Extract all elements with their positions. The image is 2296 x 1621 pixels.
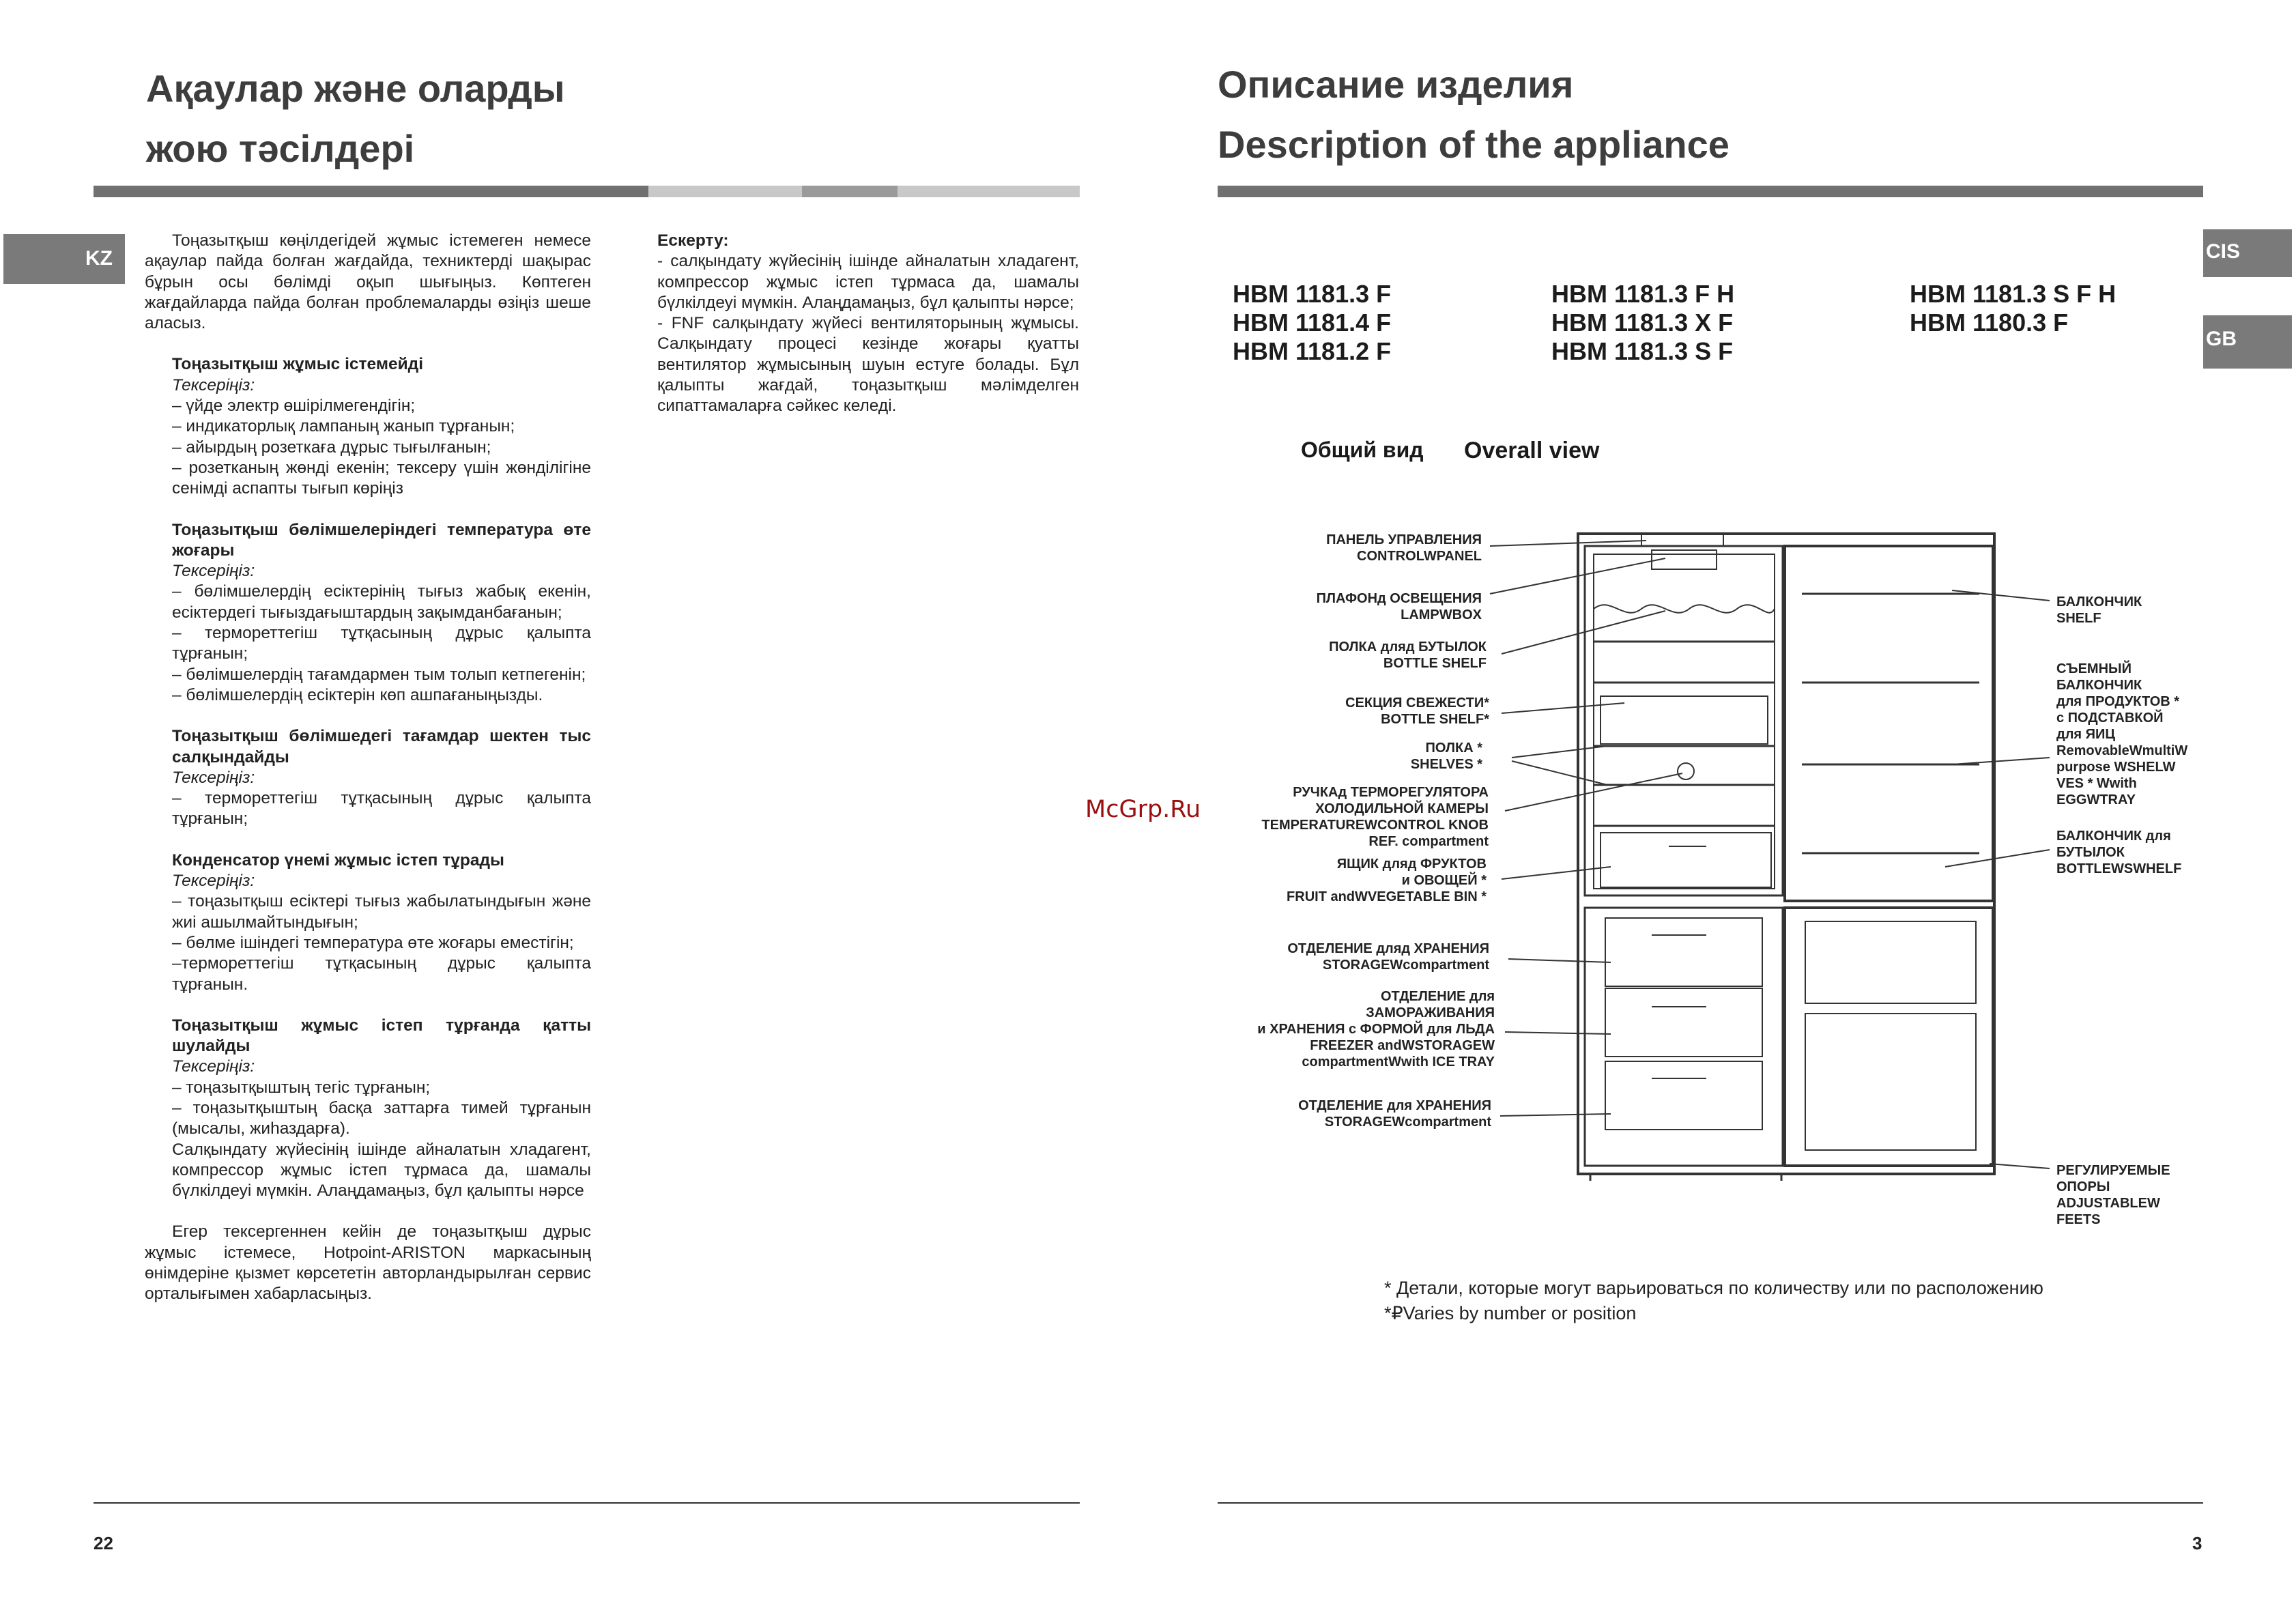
troubleshooting-section <box>145 726 591 829</box>
section-spacer <box>145 1201 591 1222</box>
troubleshooting-sections <box>145 354 591 1222</box>
section-check-item: – тоңазытқыштың басқа заттарға тимей тұрғанын (мысалы, жиһаздарға). <box>172 1098 591 1138</box>
troubleshooting-section <box>145 354 591 499</box>
label-bottle-shelf: ПОЛКА дляд БУТЫЛОК BOTTLE SHELF <box>1329 640 1487 671</box>
model-name: HBM 1181.3 F <box>1233 280 1392 308</box>
section-check-item: – розетканың жөнді екенін; тексеру үшін жөнділігіне сенімді аспапты тығып көріңіз <box>172 458 591 498</box>
right-footer-rule <box>1218 1502 2203 1504</box>
freezer-drawer-3 <box>1605 1061 1762 1130</box>
left-title-bar-dark <box>94 186 648 197</box>
thermostat-knob-shape <box>1678 763 1694 779</box>
model-name: HBM 1181.2 F <box>1233 337 1392 365</box>
label-adjustable-feet: РЕГУЛИРУЕМЫЕ ОПОРЫ ADJUSTABLEW FEETS <box>2056 1163 2170 1227</box>
section-check-item: – бөлімшелердің есіктерінің тығыз жабық екенін, есіктердегі тығыздағыштардың зақымданбағанын; <box>172 582 591 622</box>
section-check-label: Тексеріңіз: <box>172 375 255 395</box>
language-tab-kz-label: KZ <box>85 247 113 270</box>
freshness-section-shape <box>1601 696 1768 744</box>
intro-paragraph: Тоңазытқыш көңілдегідей жұмыс істемеген немесе ақаулар пайда болған жағдайда, техниктерді шақырас бұрын осы бөлімді оқып шығыңыз. Көптеген жағдайларда пайда болған проблемаларды өзіңіз шеше аласыз. <box>145 231 591 333</box>
left-page-title <box>146 59 692 179</box>
section-check-item: – термореттегіш тұтқасының дұрыс қалыпта тұрғанын; <box>172 789 591 829</box>
section-check-item: – термореттегіш тұтқасының дұрыс қалыпта тұрғанын; <box>172 624 591 663</box>
fridge-compartment <box>1585 546 1783 895</box>
closing-paragraph: Егер тексергеннен кейін де тоңазытқыш дұрыс жұмыс істемесе, Hotpoint-ARISTON маркасының өнімдеріне қызмет көрсететін авторландырылған сервис орталығымен хабарласыңыз. <box>145 1222 591 1304</box>
left-title-bar-light1 <box>648 186 802 197</box>
section-check-item: – бөлімшелердің тағамдармен тым толып кетпегенін; <box>172 665 586 684</box>
label-freezer-compartment: ОТДЕЛЕНИЕ для ЗАМОРАЖИВАНИЯ и ХРАНЕНИЯ с ФОРМОЙ для ЛЬДА FREEZER andWSTORAGEW compartmentWwith ICE TRAY <box>1257 989 1495 1070</box>
title-ru: Описание изделия <box>1218 63 1574 106</box>
watermark: McGrp.Ru <box>1085 796 1201 823</box>
language-tab-cis-label: CIS <box>2206 240 2241 263</box>
control-panel-shape <box>1641 534 1723 546</box>
label-lamp-box: ПЛАФОНд ОСВЕЩЕНИЯ LAMPWBOX <box>1316 591 1482 622</box>
model-name: HBM 1180.3 F <box>1910 309 2069 336</box>
section-spacer <box>145 706 591 726</box>
footnote-en: *₽Varies by number or position <box>1384 1303 1637 1323</box>
section-check-label: Тексеріңіз: <box>172 768 255 787</box>
fridge-door-upper <box>1785 546 1993 901</box>
right-page-title <box>1218 55 2037 175</box>
note-body: - салқындату жүйесінің ішінде айналатын хладагент, компрессор жұмыс істеп тұрмаса да, шамалы бүлкілдеуі мүмкін. Алаңдамаңыз, бұл қалыпты нәрсе; - FNF салқындату жүйесі вентиляторының жұмысы. Салқындату процесі кезінде жоғары қуатты вентилятор жұмысының шуын естуге болады. Бұл қалыпты жағдай, тоңазытқыш мәлімделген сипаттамаларға сәйкес келеді. <box>657 252 1079 416</box>
overview-heading-ru: Общий вид <box>1301 437 1424 462</box>
section-title: Тоңазытқыш жұмыс істемейді <box>172 355 424 374</box>
bottle-shelf-shape <box>1594 605 1775 613</box>
model-name: HBM 1181.3 X F <box>1551 309 1734 336</box>
language-tab-kz <box>3 234 125 284</box>
left-column <box>145 231 591 1305</box>
troubleshooting-section <box>145 850 591 995</box>
section-check-item: – бөлме ішіндегі температура өте жоғары еместігін; <box>172 933 574 952</box>
footnote-ru: * Детали, которые могут варьироваться по количеству или по расположению <box>1384 1278 2043 1298</box>
section-check-label: Тексеріңіз: <box>172 562 255 581</box>
section-check-item: – бөлімшелердің есіктерін көп ашпағаныңызды. <box>172 685 543 704</box>
label-control-panel: ПАНЕЛЬ УПРАВЛЕНИЯ CONTROLWPANEL <box>1326 532 1482 564</box>
left-title-bar-light2 <box>898 186 1080 197</box>
language-tab-gb-label: GB <box>2206 328 2237 350</box>
model-list-col1 <box>1233 280 1391 366</box>
model-list-col3 <box>1910 280 2116 337</box>
label-shelves: ПОЛКА * SHELVES * <box>1410 741 1482 772</box>
left-title-line2: жою тәсілдері <box>146 127 415 170</box>
section-spacer <box>145 995 591 1016</box>
label-storage-compartment-1: ОТДЕЛЕНИЕ дляд ХРАНЕНИЯ STORAGEWcompartment <box>1287 941 1489 973</box>
section-check-item: – индикаторлық лампаның жанып тұрғанын; <box>172 417 515 436</box>
section-check-item: – үйде электр өшірілмегендігін; <box>172 397 416 416</box>
section-title: Тоңазытқыш бөлімшедегі тағамдар шектен тыс салқындайды <box>172 727 591 766</box>
model-list-col2 <box>1551 280 1734 366</box>
section-check-item: – тоңазытқыш есіктері тығыз жабылатындығын және жиі ашылмайтындығын; <box>172 892 591 932</box>
freezer-door <box>1785 908 1993 1166</box>
label-thermostat-knob: РУЧКАд ТЕРМОРЕГУЛЯТОРА ХОЛОДИЛЬНОЙ КАМЕРЫ TEMPERATUREWCONTROL KNOB REF. compartment <box>1261 785 1489 849</box>
left-footer-rule <box>94 1502 1080 1504</box>
section-check-label: Тексеріңіз: <box>172 872 255 891</box>
section-title: Тоңазытқыш бөлімшелеріндегі температура өте жоғары <box>172 520 591 560</box>
model-name: HBM 1181.3 S F H <box>1910 280 2116 308</box>
model-name: HBM 1181.3 S F <box>1551 337 1734 365</box>
overview-heading-en: Overall view <box>1464 437 1600 463</box>
troubleshooting-section <box>145 1016 591 1202</box>
right-page-number: 3 <box>2192 1533 2202 1553</box>
troubleshooting-section <box>145 520 591 706</box>
section-check-item: –термореттегіш тұтқасының дұрыс қалыпта тұрғанын. <box>172 954 591 994</box>
label-door-shelf: БАЛКОНЧИК SHELF <box>2056 594 2142 626</box>
label-fruit-bin: ЯЩИК дляд ФРУКТОВ и ОВОЩЕЙ * FRUIT andWVEGETABLE BIN * <box>1287 857 1487 904</box>
language-tab-cis <box>2203 229 2292 277</box>
left-title-bar-mid <box>802 186 898 197</box>
section-check-item: – тоңазытқыштың тегіс тұрғанын; <box>172 1078 431 1097</box>
note-title: Ескерту: <box>657 231 729 250</box>
left-page-number: 22 <box>94 1533 113 1553</box>
right-title-bar <box>1218 186 2203 197</box>
section-title: Тоңазытқыш жұмыс істеп тұрғанда қатты шулайды <box>172 1016 591 1056</box>
freezer-drawer-1 <box>1605 918 1762 986</box>
label-freshness-section: СЕКЦИЯ СВЕЖЕСТИ* BOTTLE SHELF* <box>1345 695 1489 727</box>
label-removable-shelves: СЪЕМНЫЙ БАЛКОНЧИК для ПРОДУКТОВ * с ПОДСТАВКОЙ для ЯИЦ RemovableWmultiW purpose WSHELW VES * Wwith EGGWTRAY <box>2056 661 2188 807</box>
section-check-item: Салқындату жүйесінің ішінде айналатын хладагент, компрессор жұмыс істеп тұрмаса да, шамалы бүлкілдеуі мүмкін. Алаңдамаңыз, бұл қалыпты нәрсе <box>172 1140 591 1201</box>
freezer-drawer-2 <box>1605 988 1762 1057</box>
section-spacer <box>145 830 591 850</box>
label-storage-compartment-2: ОТДЕЛЕНИЕ для ХРАНЕНИЯ STORAGEWcompartment <box>1298 1098 1491 1130</box>
section-check-item: – айырдың розеткаға дұрыс тығылғанын; <box>172 437 491 457</box>
section-spacer <box>145 500 591 520</box>
model-name: HBM 1181.4 F <box>1233 309 1392 336</box>
freezer-compartment <box>1585 908 1783 1166</box>
note-block <box>657 231 1079 417</box>
fruit-bin-shape <box>1601 833 1771 887</box>
section-check-label: Тексеріңіз: <box>172 1057 255 1076</box>
section-title: Конденсатор үнемі жұмыс істеп тұрады <box>172 850 504 870</box>
title-en: Description of the appliance <box>1218 123 1730 166</box>
left-title-line1: Ақаулар және оларды <box>146 67 565 110</box>
label-bottle-door-shelf: БАЛКОНЧИК для БУТЫЛОК BOTTLEWSWHELF <box>2056 829 2182 876</box>
model-name: HBM 1181.3 F H <box>1551 280 1735 308</box>
language-tab-gb <box>2203 315 2292 369</box>
